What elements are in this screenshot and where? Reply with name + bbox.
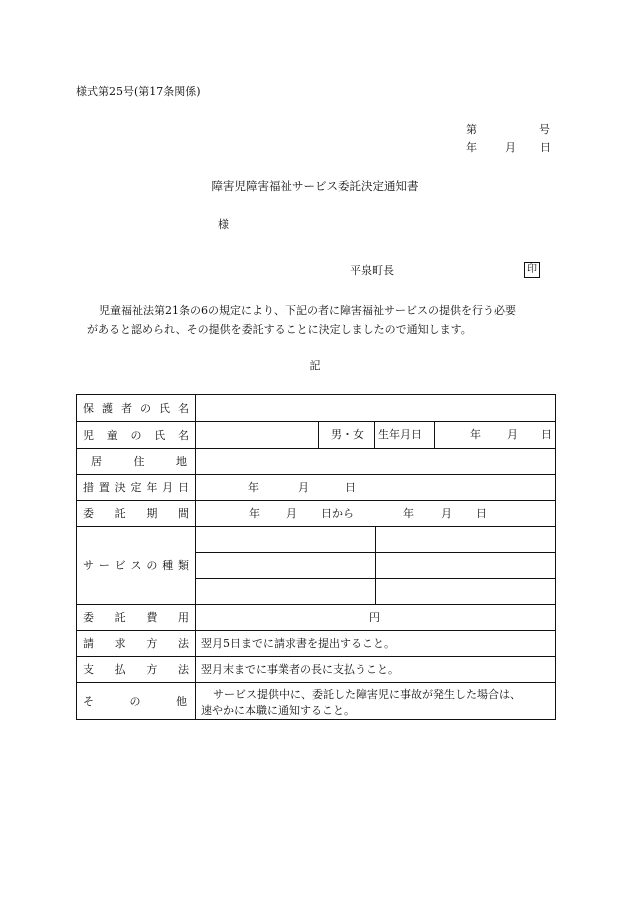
column-divider <box>434 421 435 448</box>
decision-day: 日 <box>345 481 356 494</box>
label-char: 決 <box>114 481 126 494</box>
fee-label <box>77 604 195 630</box>
label-char: 求 <box>114 637 126 650</box>
column-divider <box>318 421 319 448</box>
label-char: 氏 <box>154 428 166 442</box>
label-char: 児 <box>83 428 94 442</box>
label-char: の <box>146 559 158 572</box>
decision-month: 月 <box>298 481 309 494</box>
payment-text: 翌月末までに事業者の長に支払うこと。 <box>201 663 399 676</box>
label-char: ビ <box>114 559 126 572</box>
doc-number-label: 第 <box>466 123 477 136</box>
decision-year: 年 <box>248 481 259 494</box>
label-char: の <box>140 402 151 415</box>
birth-day: 日 <box>541 428 552 441</box>
label-char: 名 <box>178 428 189 442</box>
period-from-day: 日から <box>321 507 354 520</box>
date-month: 月 <box>505 141 516 154</box>
label-char: 住 <box>133 455 145 468</box>
birth-month: 月 <box>507 428 518 441</box>
label-char: 護 <box>102 402 113 415</box>
label-char: 日 <box>177 481 189 494</box>
label-char: 費 <box>146 611 158 624</box>
label-char: の <box>129 694 141 708</box>
column-divider <box>374 421 375 448</box>
label-text <box>83 609 189 625</box>
service-type-label <box>77 526 195 604</box>
label-char: 童 <box>106 428 118 442</box>
label-char: 月 <box>162 481 174 494</box>
label-text <box>83 400 189 416</box>
label-char: 間 <box>177 507 189 520</box>
label-text <box>83 693 187 709</box>
label-char: 期 <box>146 507 158 520</box>
body-paragraph <box>87 301 559 339</box>
label-char: 方 <box>146 663 158 676</box>
ki-heading: 記 <box>309 359 321 372</box>
sex-options: 男・女 <box>331 428 364 441</box>
other-line-2: 速やかに本職に通知すること。 <box>201 704 355 717</box>
label-char: ー <box>98 559 110 572</box>
date-year: 年 <box>466 141 477 154</box>
column-divider <box>195 395 196 719</box>
label-char: 託 <box>114 611 126 624</box>
form-number: 様式第25号(第17条関係) <box>76 85 201 98</box>
residence-label <box>77 448 195 474</box>
label-text <box>91 453 187 469</box>
column-divider <box>375 526 376 604</box>
label-text <box>83 479 189 495</box>
decision-date-label <box>77 474 195 500</box>
label-char: 定 <box>130 481 142 494</box>
label-char: 法 <box>177 637 189 650</box>
label-char: 類 <box>177 559 189 572</box>
period-to-month: 月 <box>441 507 452 520</box>
label-char: 氏 <box>159 402 170 415</box>
period-to-year: 年 <box>403 507 414 520</box>
other-line-1: サービス提供中に、委託した障害児に事故が発生した場合は、 <box>213 688 521 701</box>
label-text <box>83 661 189 677</box>
payment-label <box>77 656 195 682</box>
label-text <box>83 427 189 443</box>
label-char: サ <box>83 559 94 572</box>
label-char: 請 <box>83 637 94 650</box>
date-day: 日 <box>540 141 551 154</box>
birthdate-label: 生年月日 <box>378 428 422 441</box>
label-char: 措 <box>83 481 94 494</box>
label-char: 委 <box>83 507 94 520</box>
recipient-honorific: 様 <box>218 218 229 231</box>
document-title: 障害児障害福祉サービス委託決定通知書 <box>211 179 419 193</box>
label-char: 委 <box>83 611 94 624</box>
label-char: ス <box>130 559 142 572</box>
seal-icon: 印 <box>524 262 540 278</box>
label-char: 年 <box>146 481 158 494</box>
period-from-month: 月 <box>286 507 297 520</box>
label-char: そ <box>83 694 94 708</box>
other-label <box>77 682 195 719</box>
period-to-day: 日 <box>476 507 487 520</box>
label-char: 保 <box>83 402 94 415</box>
period-label <box>77 500 195 526</box>
label-char: 居 <box>91 455 102 468</box>
label-char: 者 <box>121 402 132 415</box>
label-char: 他 <box>176 694 187 708</box>
label-char: 託 <box>114 507 126 520</box>
label-char: 名 <box>178 402 189 415</box>
label-char: 地 <box>176 455 187 468</box>
label-char: 払 <box>114 663 126 676</box>
label-char: 用 <box>177 611 189 624</box>
fee-unit: 円 <box>369 611 380 624</box>
label-text <box>83 557 189 573</box>
birth-year: 年 <box>470 428 481 441</box>
period-from-year: 年 <box>249 507 260 520</box>
billing-label <box>77 630 195 656</box>
doc-number-suffix: 号 <box>539 123 550 136</box>
notice-table <box>76 394 556 720</box>
child-name-label <box>77 421 195 448</box>
body-line-1: 児童福祉法第21条の6の規定により、下記の者に障害福祉サービスの提供を行う必要 <box>99 304 516 317</box>
sender-name: 平泉町長 <box>350 264 394 277</box>
label-char: 種 <box>162 559 174 572</box>
label-char: の <box>130 428 142 442</box>
guardian-name-label <box>77 395 195 421</box>
label-text <box>83 635 189 651</box>
label-char: 方 <box>146 637 158 650</box>
label-char: 支 <box>83 663 94 676</box>
body-line-2: があると認められ、その提供を委託することに決定しましたので通知します。 <box>87 323 472 336</box>
label-text <box>83 505 189 521</box>
label-char: 置 <box>98 481 110 494</box>
label-char: 法 <box>177 663 189 676</box>
billing-text: 翌月5日までに請求書を提出すること。 <box>201 637 395 650</box>
